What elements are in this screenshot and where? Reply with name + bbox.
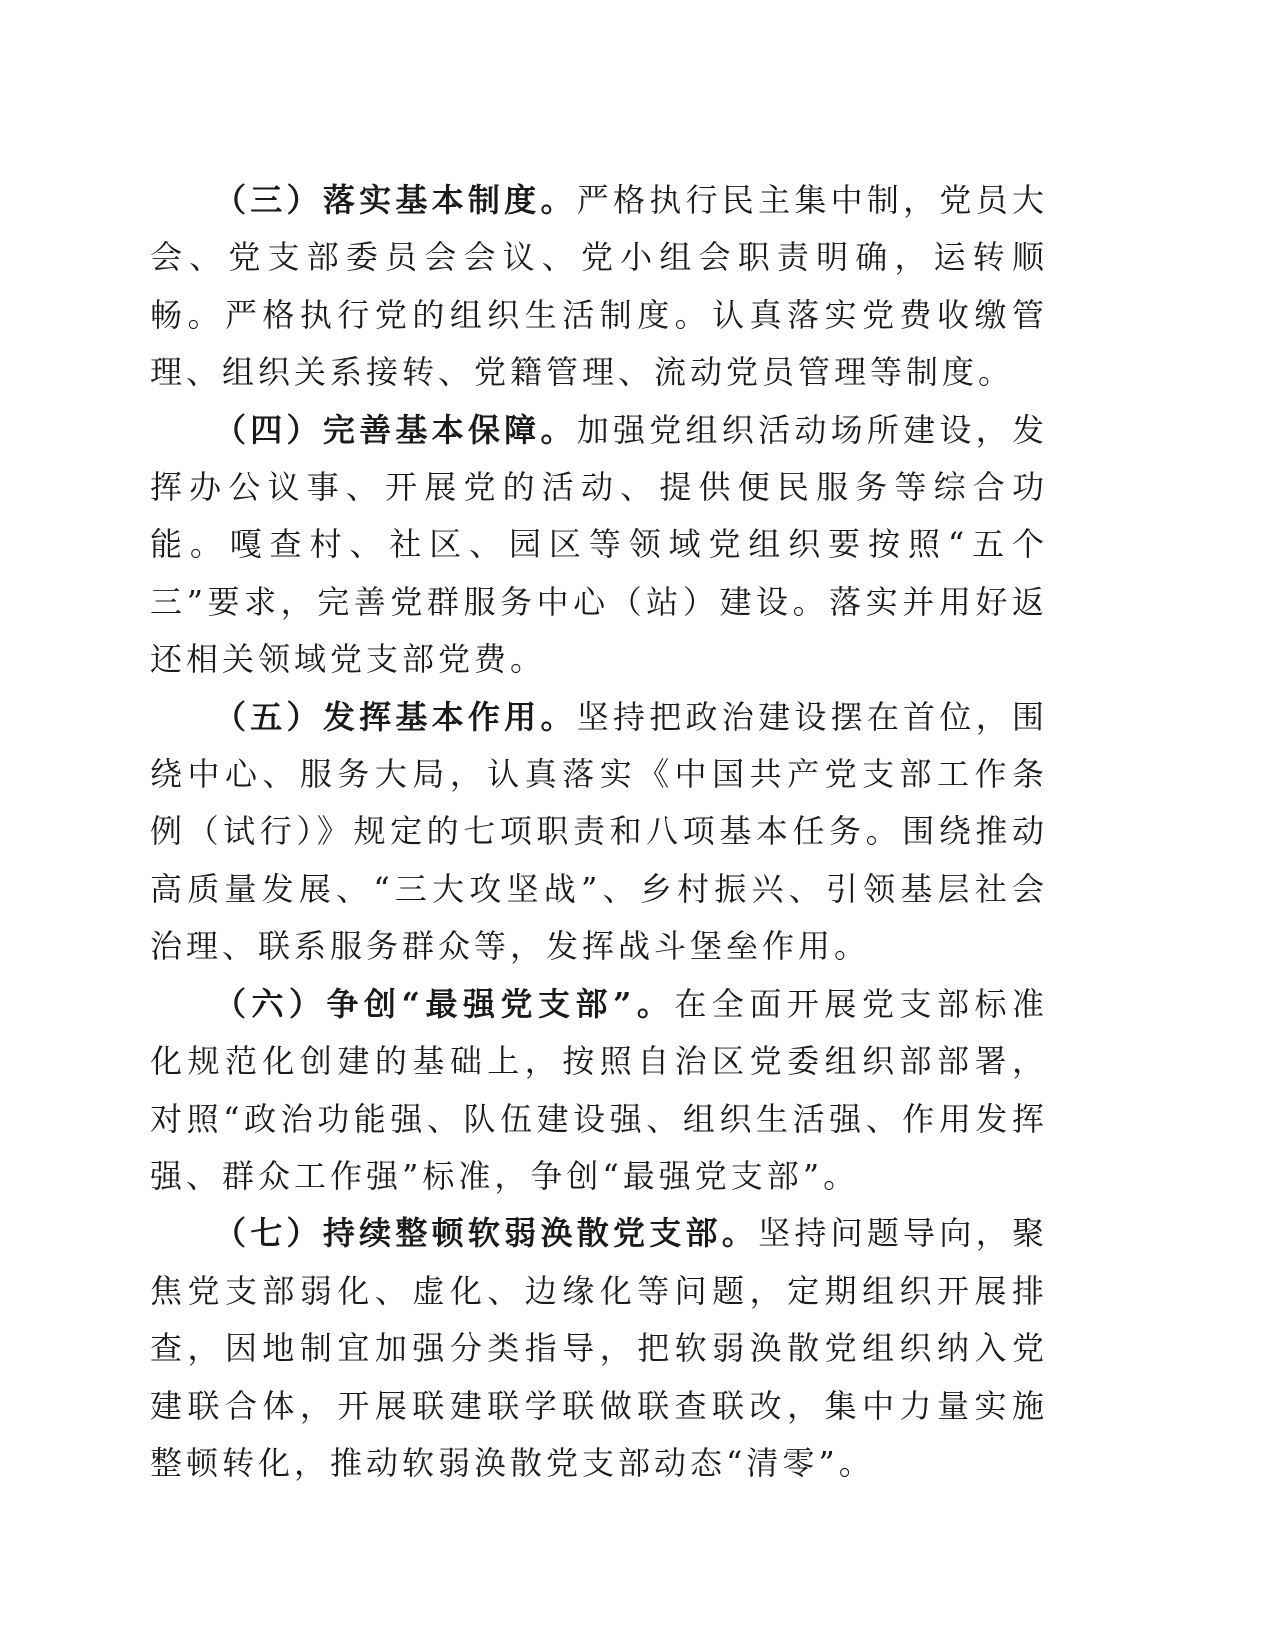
paragraph-strongest-branch	[150, 976, 1048, 1206]
paragraph-weak-branch-rectification	[150, 1205, 1048, 1492]
paragraph-heading: （五）发挥基本作用。	[214, 697, 577, 736]
paragraph-basic-guarantee	[150, 402, 1048, 689]
paragraph-heading: （四）完善基本保障。	[214, 410, 577, 449]
paragraph-heading: （六）争创“最强党支部”。	[214, 984, 675, 1023]
paragraph-body: 坚持把政治建设摆在首位，围绕中心、服务大局，认真落实《中国共产党支部工作条例（试行）》规定的七项职责和八项基本任务。围绕推动高质量发展、“三大攻坚战”、乡村振兴、引领基层社会治理、联系服务群众等，发挥战斗堡垒作用。	[150, 697, 1048, 966]
paragraph-heading: （三）落实基本制度。	[214, 181, 577, 219]
paragraph-body: 加强党组织活动场所建设，发挥办公议事、开展党的活动、提供便民服务等综合功能。嘎查村、社区、园区等领域党组织要按照“五个三”要求，完善党群服务中心（站）建设。落实并用好返还相关领域党支部党费。	[150, 410, 1048, 679]
document-page	[150, 172, 1048, 1492]
paragraph-body: 严格执行民主集中制，党员大会、党支部委员会会议、党小组会职责明确，运转顺畅。严格执行党的组织生活制度。认真落实党费收缴管理、组织关系接转、党籍管理、流动党员管理等制度。	[150, 181, 1048, 392]
paragraph-basic-system	[150, 172, 1048, 402]
paragraph-body: 坚持问题导向，聚焦党支部弱化、虚化、边缘化等问题，定期组织开展排查，因地制宜加强分类指导，把软弱涣散党组织纳入党建联合体，开展联建联学联做联查联改，集中力量实施整顿转化，推动软弱涣散党支部动态“清零”。	[150, 1214, 1048, 1482]
paragraph-body: 在全面开展党支部标准化规范化创建的基础上，按照自治区党委组织部部署，对照“政治功能强、队伍建设强、组织生活强、作用发挥强、群众工作强”标准，争创“最强党支部”。	[150, 984, 1048, 1195]
paragraph-heading: （七）持续整顿软弱涣散党支部。	[214, 1214, 759, 1253]
paragraph-basic-role	[150, 689, 1048, 976]
